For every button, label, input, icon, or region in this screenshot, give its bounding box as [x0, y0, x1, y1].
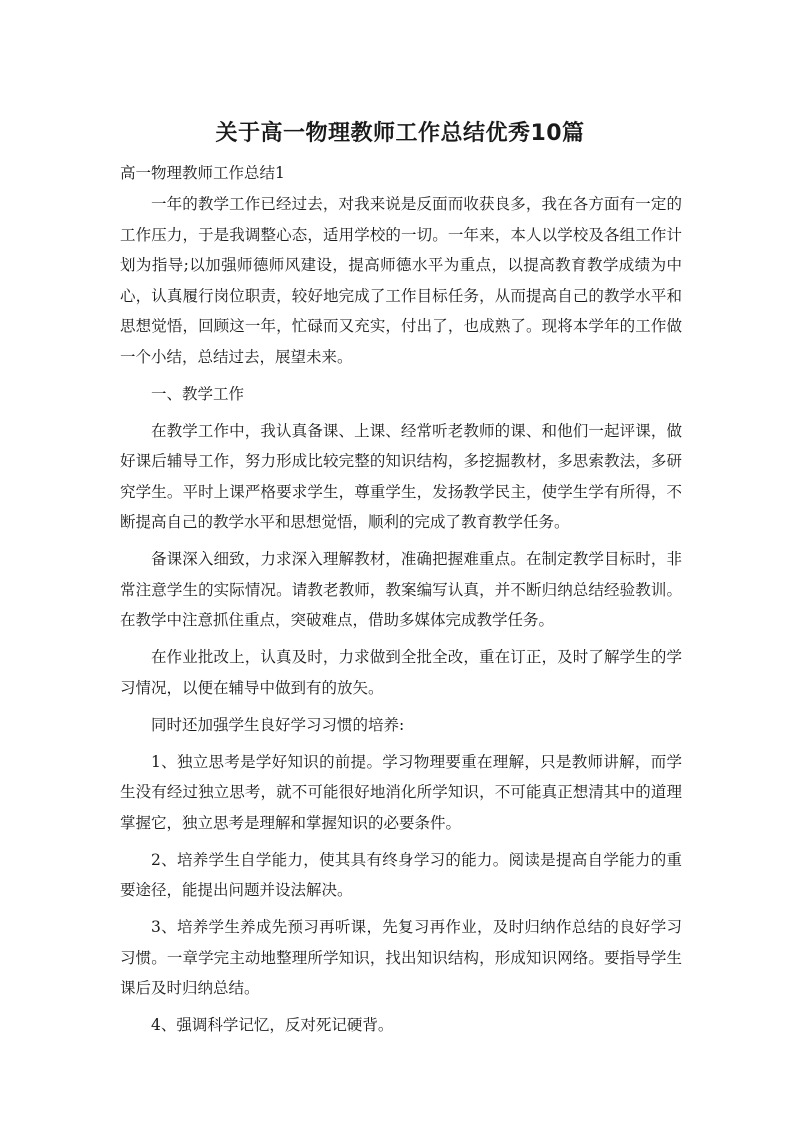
paragraph-item-2: 2、培养学生自学能力，使其具有终身学习的能力。阅读是提高自学能力的重要途径，能提出问题并设法解决。 — [120, 850, 682, 899]
paragraph-item-3: 3、培养学生养成先预习再听课，先复习再作业，及时归纳作总结的良好学习习惯。一章学完主动地整理所学知识，找出知识结构，形成知识网络。要指导学生课后及时归纳总结。 — [120, 918, 682, 997]
paragraph-homework: 在作业批改上，认真及时，力求做到全批全改，重在订正，及时了解学生的学习情况，以便在辅导中做到有的放矢。 — [120, 648, 682, 697]
paragraph-teaching-work: 在教学工作中，我认真备课、上课、经常听老教师的课、和他们一起评课，做好课后辅导工作，努力形成比较完整的知识结构，多挖掘教材，多思索教法，多研究学生。平时上课严格要求学生，尊重学生，发扬教学民主，使学生学有所得，不断提高自己的教学水平和思想觉悟，顺利的完成了教育教学任务。 — [120, 421, 682, 531]
paragraph-habits-intro: 同时还加强学生良好学习习惯的培养: — [151, 715, 405, 734]
document-body — [120, 189, 682, 1047]
paragraph-lesson-prep: 备课深入细致，力求深入理解教材，准确把握难重点。在制定教学目标时，非常注意学生的实际情况。请教老教师，教案编写认真，并不断归纳总结经验教训。在教学中注意抓住重点，突破难点，借助多媒体完成教学任务。 — [120, 550, 682, 629]
paragraph-item-1: 1、独立思考是学好知识的前提。学习物理要重在理解，只是教师讲解，而学生没有经过独立思考，就不可能很好地消化所学知识，不可能真正想清其中的道理掌握它，独立思考是理解和掌握知识的必要条件。 — [120, 752, 682, 832]
paragraph-intro: 一年的教学工作已经过去，对我来说是反面而收获良多，我在各方面有一定的工作压力，于是我调整心态，适用学校的一切。一年来，本人以学校及各组工作计划为指导;以加强师德师风建设，提高师德水平为重点，以提高教育教学成绩为中心，认真履行岗位职责，较好地完成了工作目标任务，从而提高自己的教学水平和思想觉悟，回顾这一年，忙碌而又充实，付出了，也成熟了。现将本学年的工作做一个小结，总结过去，展望未来。 — [120, 195, 682, 366]
paragraph-heading-teaching: 一、教学工作 — [151, 384, 245, 403]
section-heading: 高一物理教师工作总结1 — [120, 164, 285, 182]
document-title: 关于高一物理教师工作总结优秀10篇 — [215, 121, 585, 146]
paragraph-item-4: 4、强调科学记忆，反对死记硬背。 — [151, 1016, 394, 1034]
